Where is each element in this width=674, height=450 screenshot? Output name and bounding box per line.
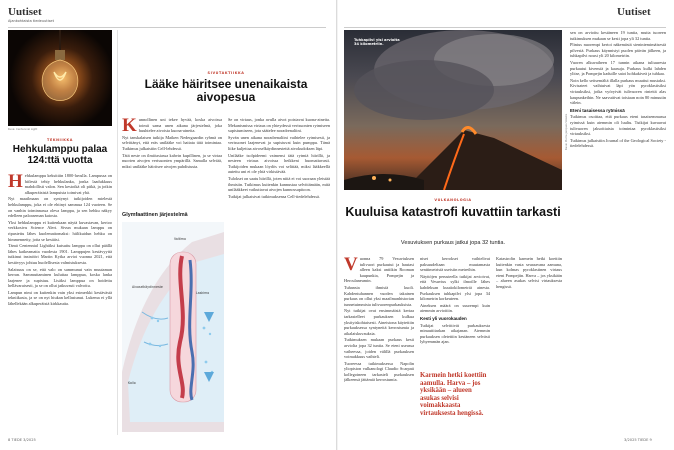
- bulb-paragraph: Tämä Centennial Lightiksi kutsuttu lamppu on ollut päällä lähes katkeamatta vuodesta 1901. Lamppujen kestävyyttä tutkinut insinööri Martin Kytka arvioi vuonna 2021, että kestävyys johtuu huolellisesta valmistuksesta.: [8, 243, 112, 265]
- volcano-paragraph: Tuoreessa tutkimuksessa Napolin yliopiston vulkanologi Claudio Scarpati kollegoineen tarkasteli purkauksen jälkeensä jättämiä kerrostumia.: [344, 360, 414, 383]
- section-header-right: Uutiset: [617, 6, 651, 18]
- volcano-deck: Vesuviuksen purkaus jatkui jopa 32 tuntia.: [400, 240, 506, 246]
- volcano-paragraph: Plinius nuorempi kertoi näkemästä sieniniemimäisestä pilvestä. Purkaus käynnistyi puolen päivän jälkeen, ja tuhkapilvi nousi yli 20 kilometriin.: [570, 42, 666, 59]
- volcano-paragraph: Tutkijat selvittivät purkauksesta minuuttitarkan aikajanan. Aiemmin purkauksen oletettiin kestäneen selvästi lyhyemmän ajan.: [420, 322, 490, 345]
- volcano-photo-caption: Tuhkapilvi ylsi arviolta 34 kilometriin.: [354, 38, 400, 47]
- pain-body-col2: [228, 117, 330, 439]
- pain-paragraph: Nyt tanskalaisen tutkija Maiken Nedergaardin ryhmä on selvittänyt, että eräs unilääke voi haitata tätä toimintaa. Tutkimus julkaistiin Cell-lehdessä.: [122, 134, 222, 151]
- header-rule-left: [8, 27, 326, 28]
- page-footer-right: 3/2025 TIEDE 9: [624, 438, 652, 442]
- pain-headline: Lääke häiritsee unenaikaista aivopesua: [144, 77, 308, 104]
- volcano-body-col3: [570, 30, 666, 435]
- pain-paragraph: Tulokset on saatu hiirillä, joten niitä ei voi suoraan yleistää ihmisiin. Tutkimus kuitenkin kannustaa selvittämään, mitä unilääkkeet vaikuttavat aivojen kunnossapitoon.: [228, 175, 330, 193]
- section-header-left: Uutiset: [8, 6, 42, 18]
- pain-paragraph: Syvän unen aikana noradrenaliini vaihtelee rytmisesti, ja verisuonet laajenevat ja supistuvat kuin pumppu. Tämä liike kuljettaa aivoselkäydinnestettä aivokudoksen läpi.: [228, 134, 330, 151]
- volcano-body-col2: [420, 256, 490, 352]
- figure-label-artery: Valtimo: [174, 237, 186, 241]
- bulb-paragraph: Salaisuus on se, että valo on sammunut vain muutaman kerran. Sammuttaminen kuluttaa lamppua, koska lanka laajenee ja supistuu. Lisäksi lamppua on hoidettu hellävaraisesti, ja se on ollut jatkuvasti valvottu.: [8, 266, 112, 289]
- volcano-kicker: VULKANOLOGIA: [434, 198, 472, 202]
- bulb-kicker: TEKNIIKKA: [47, 138, 73, 142]
- volcano-dropcap: V: [344, 256, 358, 275]
- pain-paragraph: Se on virtaus, jonka avulla aivot poistavat kuona-aineita. Mekanismissa virtaus on yhteydessä verisuonten rytmiseen supistumiseen, jota säätelee noradrenaliini.: [228, 117, 330, 134]
- volcano-paragraph: Vuonna 79 Vesuviuksen tulivuori purkautui ja hautasi alleen kaksi antiikin Rooman kaupunkia, Pompejin ja Herculaneumin.: [344, 256, 414, 284]
- volcano-photo-credit: Kuva: Pierre-Jacques Volaire: [565, 113, 568, 150]
- volcano-paragraph: Tutkimuksen mukaan purkaus kesti arviolta jopa 32 tuntia. Se eteni useassa vaiheessa, joiden välillä purkauksen voimakkuus vaihteli.: [344, 337, 414, 360]
- volcano-paragraph: Tutkimus julkaistiin Journal of the Geological Society -tiedelehdessä.: [570, 137, 666, 149]
- volcano-paragraph: Näyttöjen perusteella tutkijat arvioivat, että Vesuvius sylki ilmoille lähes kahdeksan kuutiokilometriä ainesta. Purkauksen tuhkapilvi ylsi jopa 34 kilometrin korkeuteen.: [420, 273, 490, 302]
- volcano-paragraph: Tuhansia ihmisiä kuoli. Kahdentuhannen vuoden takainen purkaus on ollut yksi maailmanhistorian tunnetuimmista tulivuorenpurkauksista.: [344, 284, 414, 307]
- figure-title: Glymfaattinen järjestelmä: [122, 212, 188, 218]
- pain-paragraph: Kunnollinen uni tekee hyvää, koska aivoissa toimii sama unen aikana järjestelmä, joka huuhtelee aivoista kuona-aineita.: [122, 117, 222, 136]
- brain-vessel-diagram: [122, 222, 224, 432]
- pain-paragraph: Tätä neste on ilmiöasiassa kahvin kupillinen, ja se virtaa nuorten aivojen verisuonten ympärillä. Samalla selviää, miksi unilääke häiritsee aivojen puhdistusta.: [122, 152, 222, 169]
- pain-paragraph: Tutkijat julkaisivat tutkimuksensa Cell-tiedelehdessä.: [228, 193, 320, 199]
- eruption-scene: [344, 30, 562, 190]
- bulb-headline: Hehkulamppu palaa 124:ttä vuotta: [12, 144, 108, 166]
- bulb-paragraph: Lampun nimi on kuitenkin vain yksi esimerkki kestävästä tekniikasta, ja se on nyt hiukan kellastunut. Lukema ei yllä lähellekään alkuperäistä kirkkautta.: [8, 289, 112, 307]
- volcano-body-col1: [344, 256, 414, 436]
- section-subheader: Ajankohtaista tiedeuutiset: [8, 19, 54, 23]
- bulb-paragraph: Nyt maailmaan on syntynyt tutkijoiden mielestä hehkulamppu, joka ei ole ehtinyt sammua 124 vuoteen. Se on vanhin toiminnassa oleva lamppu, ja sen hehku näkyy edelleen paloaseman katosta.: [8, 196, 112, 219]
- volcano-paragraph: Vuoren alkuvaiheen 17 tunnin aikana tuliuuresta purkautui kivensiä ja kaasuja. Purkaus kulki lahden ylitse, ja Pompejin kaduille satoi hohkakiveä ja tuhkaa.: [570, 59, 666, 77]
- pain-paragraph: Unilääke tsolpideemi vaimensi tätä rytmiä hiirillä, ja nesteen virtaus aivoissa heikkeni huomattavasti. Tutkijoiden mukaan löydös voi selittää, miksi lääkkeellä autettu uni ei ole yhtä virkistävää.: [228, 152, 330, 175]
- volcano-paragraph: Nyt tutkijat ovat ensimmäistä kertaa tarkastelleet purkauksen kulkua yksityiskohtaisesti. Aineistona käytettiin purkauksessa syntyneitä kerrostumia ja aikalaiskuvauksia.: [344, 308, 414, 336]
- pain-dropcap: K: [122, 117, 137, 136]
- volcano-subhead: Kesti yli vuorokauden: [420, 315, 467, 321]
- volcano-subhead: Eteni tasaisessa rytmissä: [570, 107, 625, 113]
- bulb-dropcap: H: [8, 173, 23, 192]
- page-footer-left: 8 TIEDE 3/2025: [8, 438, 36, 442]
- column-divider: [117, 30, 118, 435]
- volcano-paragraph: sen on arvioitu kestäneen 19 tuntia, mutta tuoreen tutkimuksen mukaan se kesti jopa yli 32 tuntia.: [570, 30, 666, 41]
- volcano-body-col3-lower: [496, 256, 562, 436]
- bulb-icon: [8, 30, 112, 126]
- volcano-pullquote: Karmein hetki koettiin aamulla. Harva – jos yksikään – alueen asukas selvisi voimakkaasta virtauksesta hengissä.: [420, 372, 487, 417]
- glymphatic-illustration: [122, 222, 224, 432]
- figure-label-skull: Kallo: [128, 381, 136, 385]
- figure-label-csf: Aivoselkäydinneste: [132, 285, 163, 289]
- bulb-paragraph: Hehkulamppu keksittiin 1800-luvulla. Lampussa on hiilestä tehty hehkulanka, jonka laadukkuus mahdollisti valon. Sen kestoikä oli pitkä, ja jotkin alkuperäisistä lampuista toimivat yhä.: [8, 173, 112, 195]
- volcano-headline: Kuuluisa katastrofi kuvattiin tarkasti: [345, 205, 561, 219]
- page-gutter: [336, 0, 338, 450]
- volcano-paragraph: niset kerrokset vaihtelivat paksuudeltaan muutamasta senttimetristä useisiin metreihin.: [420, 256, 490, 273]
- volcano-paragraph: Noin kello seitsemältä illalla purkaus muuttui mustaksi. Kivisateet vaihtuivat läpi yön pyroklastisiksi virtauksiksi, jotka vyöryivät tulivuoren rinteitä alas kaupunkeihin. Ne saavuttivat toisiaan noin 80 minuutin välein.: [570, 77, 666, 106]
- volcano-painting: [344, 30, 562, 190]
- bulb-photo: [8, 30, 112, 126]
- pain-kicker: SIVUTAKTIIKKA: [207, 71, 245, 75]
- volcano-paragraph: Aineksen määrä on suurempi kuin aiemmin arvioitiin.: [420, 302, 490, 314]
- header-rule-right: [344, 27, 666, 28]
- figure-label-vein: Laskimo: [196, 291, 210, 295]
- volcano-paragraph: Katastrofin karmein hetki koettiin kuitenkin vasta seuraavana aamuna, kun kolmas pyroklastinen virtaus eteni Pompejiin. Harva – jos yksikään – alueen asukas selvisi virtauksesta hengissä.: [496, 256, 562, 289]
- bulb-paragraph: Yksi hehkulamppu ei kuitenkaan näytä kuvastavan, kertoo verkkosivu Science Alert. Sivun mukaan lamppu on ripustettu lähes kuolemattomaksi: hiilikuidun hehku on himmennetty, jotta se kestäisi.: [8, 219, 112, 242]
- pain-body-col1: [122, 117, 222, 207]
- bulb-body: [8, 173, 112, 435]
- bulb-photo-credit: Kuva: Centennial Light: [8, 128, 38, 131]
- volcano-paragraph: Tutkimus osoittaa, että purkaus eteni tasaisemmassa rytmissä kuin aiemmin oli luultu. Tutkijat kuvaavat tulivuoren jaksoittaista toimintaa pyroklastisiksi virtauksiksi.: [570, 114, 666, 137]
